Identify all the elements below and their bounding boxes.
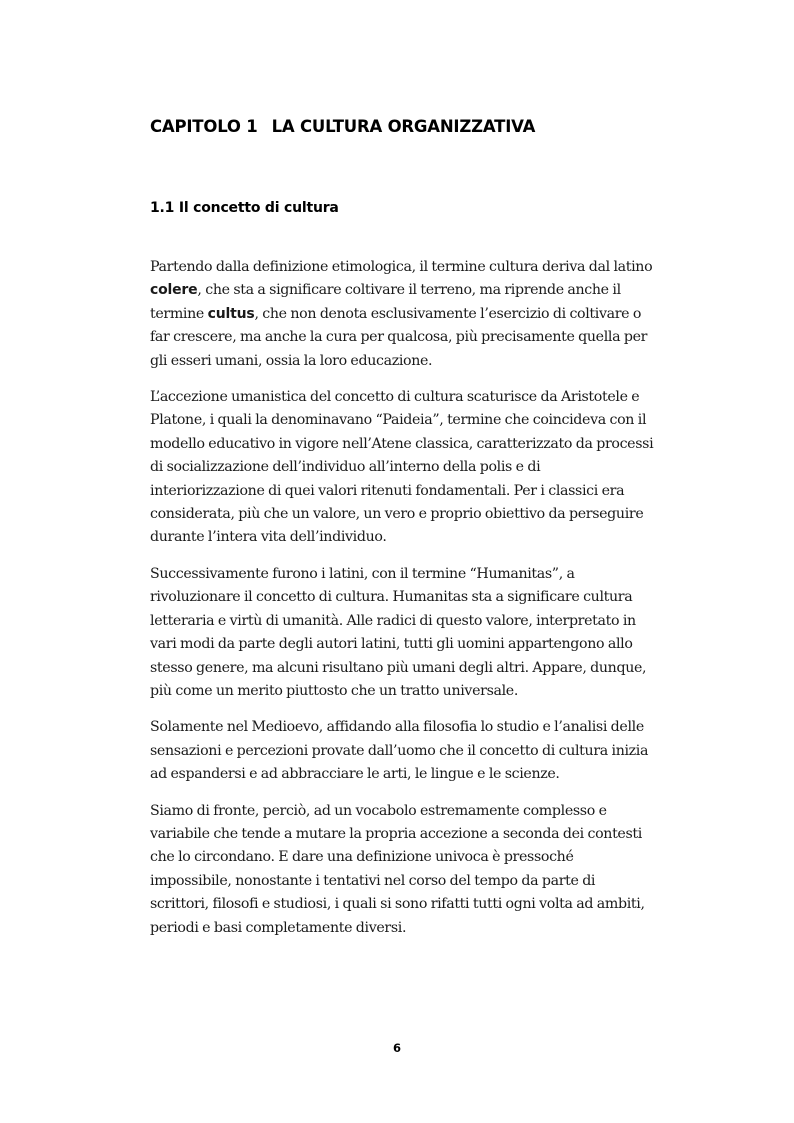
paragraph-humanitas <box>150 563 686 703</box>
paragraph-etymology <box>150 256 686 373</box>
text-line: variabile che tende a mutare la propria accezione a seconda dei contesti <box>150 825 642 842</box>
text-fragment: , che non denota esclusivamente l’esercizio di coltivare o <box>254 305 642 322</box>
text-line: Solamente nel Medioevo, affidando alla filosofia lo studio e l’analisi delle <box>150 719 644 736</box>
text-line: durante l’intera vita dell’individuo. <box>150 529 387 546</box>
chapter-name: LA CULTURA ORGANIZZATIVA <box>271 117 536 136</box>
paragraph-medioevo <box>150 716 686 786</box>
text-line: vari modi da parte degli autori latini, tutti gli uomini appartengono allo <box>150 636 633 653</box>
text-fragment: , che sta a significare coltivare il terreno, ma riprende anche il <box>197 282 621 299</box>
text-line: L’accezione umanistica del concetto di cultura scaturisce da Aristotele e <box>150 389 640 406</box>
paragraph-paideia <box>150 386 686 550</box>
text-line: interiorizzazione di quei valori ritenuti fondamentali. Per i classici era <box>150 482 625 499</box>
term-colere: colere <box>150 282 198 299</box>
text-line: ad espandersi e ad abbracciare le arti, le lingue e le scienze. <box>150 766 560 783</box>
text-line: gli esseri umani, ossia la loro educazione. <box>150 352 433 369</box>
text-fragment: termine <box>150 305 208 322</box>
text-line: Platone, i quali la denominavano “Paideia”, termine che coincideva con il <box>150 412 647 429</box>
text-line: Partendo dalla definizione etimologica, il termine cultura deriva dal latino <box>150 259 653 275</box>
text-line: considerata, più che un valore, un vero e proprio obiettivo da perseguire <box>150 506 644 523</box>
text-line: Siamo di fronte, perciò, ad un vocabolo estremamente complesso e <box>150 802 607 819</box>
section-title: 1.1 Il concetto di cultura <box>150 200 339 216</box>
text-line: Successivamente furono i latini, con il termine “Humanitas”, a <box>150 565 575 582</box>
chapter-title <box>150 117 535 136</box>
text-line <box>150 279 686 302</box>
page-number: 6 <box>392 1041 401 1055</box>
chapter-number: CAPITOLO 1 <box>150 117 258 136</box>
term-cultus: cultus <box>207 305 255 322</box>
paragraph-conclusion <box>150 800 686 940</box>
text-line: far crescere, ma anche la cura per qualcosa, più precisamente quella per <box>150 329 648 346</box>
text-line: rivoluzionare il concetto di cultura. Humanitas sta a significare cultura <box>150 589 633 606</box>
body-text <box>150 256 686 953</box>
text-line: di socializzazione dell’individuo all’interno della polis e di <box>150 459 541 476</box>
text-line: periodi e basi completamente diversi. <box>150 919 407 936</box>
text-line: stesso genere, ma alcuni risultano più umani degli altri. Appare, dunque, <box>150 659 647 676</box>
text-line: più come un merito piuttosto che un tratto universale. <box>150 682 519 699</box>
text-line: che lo circondano. E dare una definizione univoca è pressoché <box>150 849 574 866</box>
text-line: scrittori, filosofi e studiosi, i quali si sono rifatti tutti ogni volta ad ambiti, <box>150 896 645 913</box>
text-line: sensazioni e percezioni provate dall’uomo che il concetto di cultura inizia <box>150 742 649 759</box>
text-line: impossibile, nonostante i tentativi nel corso del tempo da parte di <box>150 872 596 889</box>
text-line: modello educativo in vigore nell’Atene classica, caratterizzato da processi <box>150 435 654 452</box>
text-line <box>150 303 686 326</box>
text-line: letteraria e virtù di umanità. Alle radici di questo valore, interpretato in <box>150 612 636 629</box>
